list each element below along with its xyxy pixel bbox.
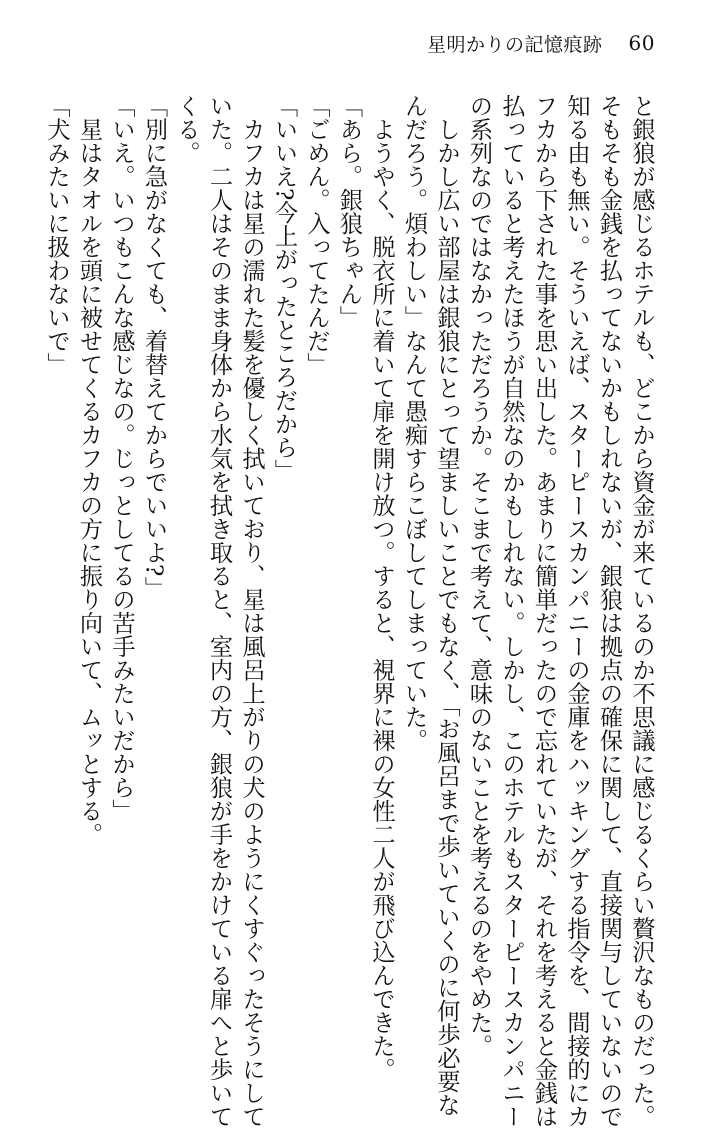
- text-line: 「あら。銀狼ちゃん」: [335, 94, 363, 329]
- text-line: 「犬みたいに扱わないで」: [43, 94, 70, 376]
- text-line: 「別に急がなくても、着替えてからでいいよ?」: [140, 94, 168, 601]
- text-line: いた。二人はそのまま身体から水気を拭き取ると、室内の方、銀狼が手をかけている扉へと歩いて: [205, 94, 233, 1128]
- page-number: 60: [628, 31, 655, 55]
- text-line: 星はタオルを頭に被せてくるカフカの方に振り向いて、ムッとする。: [75, 94, 103, 846]
- running-header: [427, 28, 655, 58]
- text-line: そもそも金銭を払ってないかもしれないが、銀狼は拠点の確保に関して、直接関与していないので: [595, 94, 623, 1128]
- text-line: カフカは星の濡れた髪を優しく拭いており、星は風呂上がりの犬のようにくすぐったそうにして: [238, 94, 265, 1128]
- text-line: 「いいえ?今上がったところだから」: [270, 94, 298, 483]
- text-line: 「いえ。いつもこんな感じなの。じっとしてるの苦手みたいだから」: [108, 94, 135, 823]
- text-line: くる。: [173, 94, 200, 165]
- text-line: ようやく、脱衣所に着いて扉を開け放つ。すると、視界に裸の女性二人が飛び込んできた。: [368, 94, 395, 1081]
- body-text: [43, 94, 657, 1128]
- text-line: 「ごめん。入ってたんだ」: [303, 94, 330, 376]
- text-line: フカから下された事を思い出した。あまりに簡単だったので忘れていたが、それを考えると金銭は: [530, 94, 558, 1128]
- text-line: 払っていると考えたほうが自然なのかもしれない。しかし、このホテルもスターピースカンパニー: [498, 94, 525, 1128]
- text-line: しかし広い部屋は銀狼にとって望ましいことでもなく、「お風呂まで歩いていくのに何歩必要な: [433, 94, 460, 1117]
- text-line: 知る由も無い。そういえば、スターピースカンパニーの金庫をハッキングする指令を、間接的にカ: [563, 94, 590, 1128]
- book-title: 星明かりの記憶痕跡: [427, 33, 603, 56]
- text-line: んだろう。煩わしい」なんて愚痴すらこぼしてしまっていた。: [400, 94, 428, 752]
- text-line: の系列なのではなかっただろうか。そこまで考えて、意味のないことを考えるのをやめた。: [465, 94, 493, 1058]
- text-line: と銀狼が感じるホテルも、どこから資金が来ているのか不思議に感じるくらい贅沢なものだった。: [628, 94, 655, 1128]
